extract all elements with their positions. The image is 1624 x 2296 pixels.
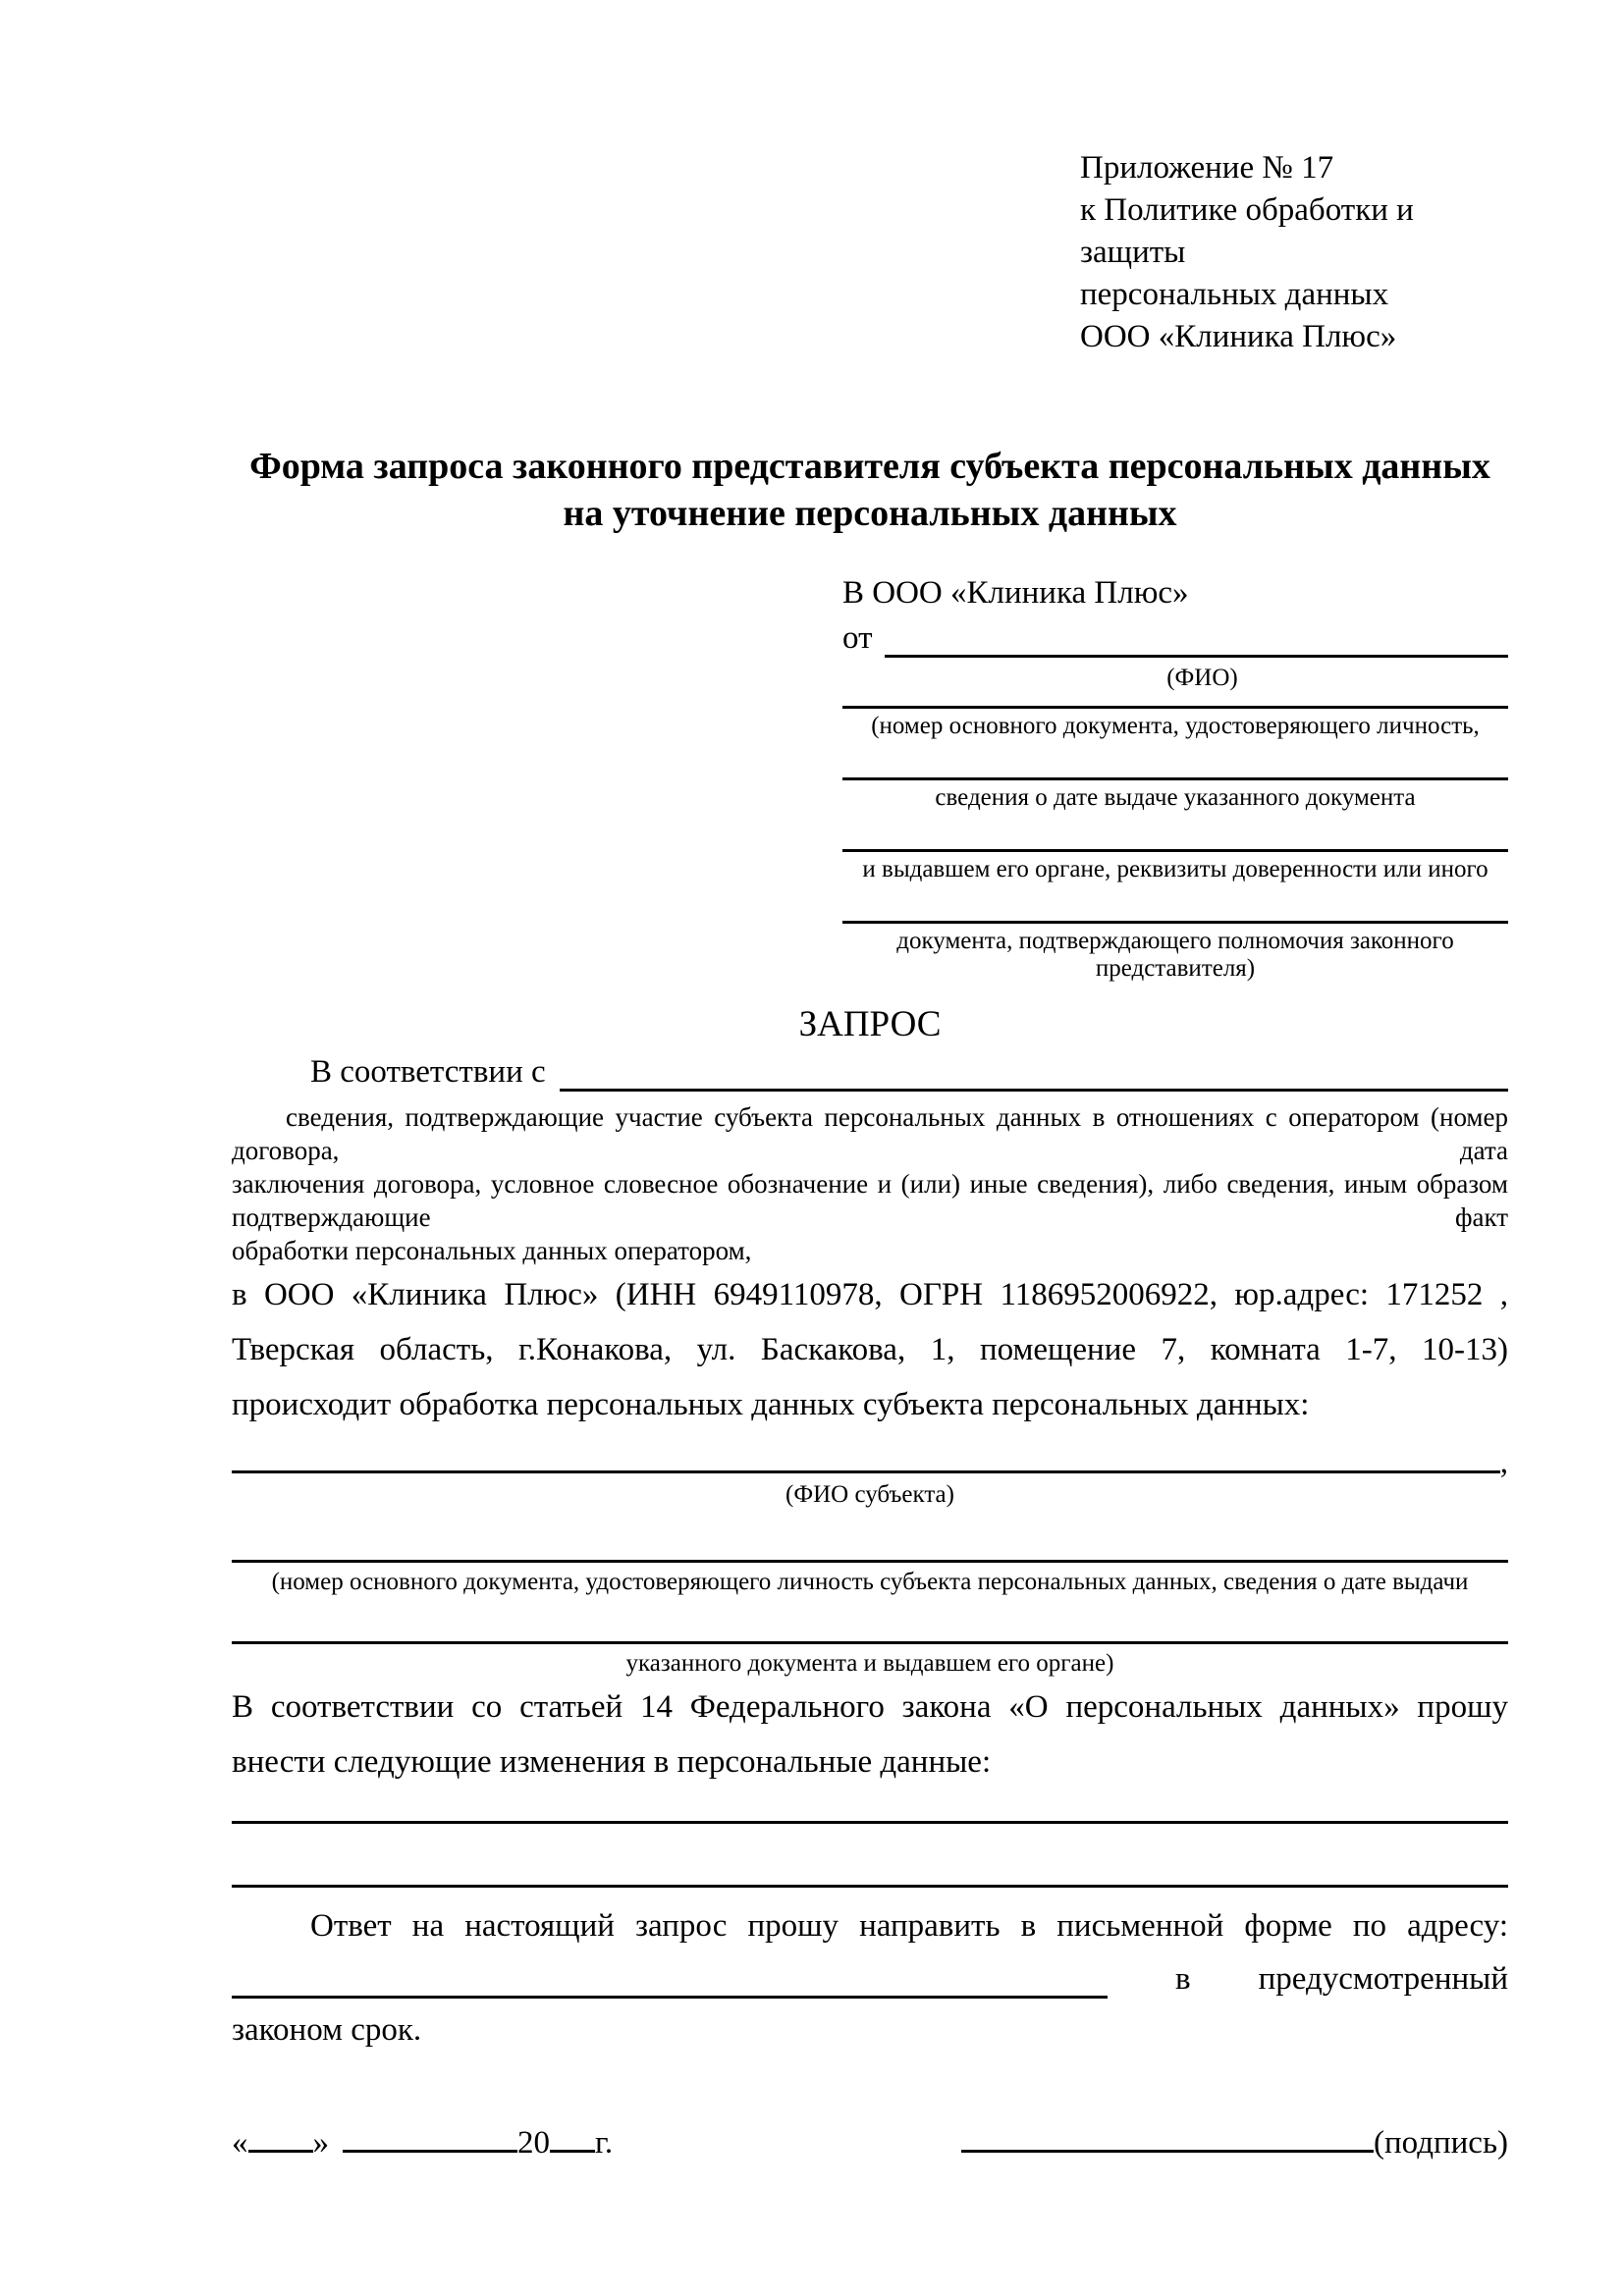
year-prefix: 20: [517, 2125, 550, 2161]
year-suffix: г.: [595, 2125, 614, 2161]
appendix-note: [1080, 147, 1508, 358]
intro-row: [232, 1049, 1508, 1096]
subject-doc-caption: (номер основного документа, удостоверяющего личность субъекта персональных данных, сведения о дате выдачи: [271, 1569, 1469, 1595]
blank-line: [842, 921, 1508, 924]
statement-line: В соответствии со статьей 14 Федерального закона «О персональных данных» прошу: [232, 1689, 1508, 1725]
answer-address-row: [232, 1952, 1508, 2003]
footnote-line: сведения, подтверждающие участие субъекта персональных данных в отношениях с оператором (номер договора, дата: [232, 1102, 1508, 1165]
representative-doc-blank: [842, 849, 1508, 883]
day-blank-line: [248, 2150, 313, 2153]
footnote-line: заключения договора, условное словесное обозначение и (или) иные сведения), либо сведения, иным образом подтверждающие факт: [232, 1169, 1508, 1232]
representative-doc-blank: [842, 777, 1508, 812]
statement-line: внести следующие изменения в персональные данные:: [232, 1744, 992, 1780]
blank-caption: документа, подтверждающего полномочия законного представителя): [896, 928, 1454, 982]
representative-doc-blank: [842, 921, 1508, 983]
representative-doc-blank: [842, 706, 1508, 740]
blank-line: [842, 706, 1508, 709]
blank-caption: сведения о дате выдаче указанного документа: [935, 784, 1416, 811]
fio-blank-line: [885, 655, 1509, 658]
address-blank-line: [232, 1996, 1108, 1999]
changes-blank-line: [232, 1821, 1508, 1824]
form-title: [232, 443, 1508, 537]
addressee-org: В ООО «Клиника Плюс»: [842, 575, 1189, 611]
footnote-line: обработки персональных данных оператором,: [232, 1236, 752, 1265]
blank-caption: (номер основного документа, удостоверяющего личность,: [871, 713, 1480, 739]
close-quote: »: [312, 2125, 329, 2161]
from-row: [842, 615, 1508, 663]
subject-doc-blank-line: [232, 1641, 1508, 1644]
operator-line: в ООО «Клиника Плюс» (ИНН 6949110978, ОГРН 1186952006922, юр.адрес: 171252 ,: [232, 1277, 1508, 1312]
addressee-block: [842, 570, 1508, 983]
subject-fio-blank-line: [232, 1470, 1500, 1473]
intro-label: В соответствии с: [310, 1054, 546, 1091]
appendix-note-line: персональных данных: [1080, 277, 1389, 312]
operator-line: происходит обработка персональных данных субъекта персональных данных:: [232, 1387, 1310, 1422]
footnote: [232, 1100, 1508, 1267]
operator-line: Тверская область, г.Конакова, ул. Баскакова, 1, помещение 7, комната 1-7, 10-13): [232, 1332, 1508, 1367]
subject-fio-caption: (ФИО субъекта): [785, 1481, 954, 1508]
month-blank-line: [343, 2150, 517, 2153]
intro-blank-line: [560, 1089, 1508, 1092]
fio-caption: (ФИО): [1166, 665, 1238, 691]
signature-field: [961, 2119, 1508, 2166]
statement-paragraph: [232, 1680, 1508, 1789]
blank-line: [842, 777, 1508, 780]
appendix-note-line: ООО «Клиника Плюс»: [1080, 319, 1397, 354]
answer-word: в: [1175, 1961, 1191, 1998]
answer-line3: законом срок.: [232, 2012, 422, 2048]
form-title-line: на уточнение персональных данных: [563, 493, 1177, 534]
open-quote: «: [232, 2125, 248, 2161]
changes-blank-line: [232, 1885, 1508, 1888]
answer-word: предусмотренный: [1258, 1961, 1508, 1998]
operator-paragraph: [232, 1267, 1508, 1432]
trailing-comma: ,: [1499, 1445, 1508, 1480]
signature-blank-line: [961, 2150, 1374, 2153]
subject-doc-caption: указанного документа и выдавшем его органе): [625, 1650, 1114, 1677]
signature-caption: (подпись): [1374, 2125, 1508, 2161]
blank-caption: и выдавшем его органе, реквизиты доверенности или иного: [862, 856, 1489, 882]
year-blank-line: [550, 2150, 595, 2153]
subject-doc-blank-line: [232, 1560, 1508, 1563]
form-title-line: Форма запроса законного представителя субъекта персональных данных: [249, 446, 1490, 487]
date-field: [232, 2119, 613, 2166]
date-signature-row: [232, 2119, 1508, 2166]
blank-line: [842, 849, 1508, 852]
subject-fio-row: [232, 1445, 1508, 1480]
appendix-note-line: к Политике обработки и защиты: [1080, 192, 1414, 270]
request-heading: ЗАПРОС: [798, 1004, 942, 1044]
appendix-note-line: Приложение № 17: [1080, 150, 1334, 186]
answer-line1: Ответ на настоящий запрос прошу направить в письменной форме по адресу:: [310, 1908, 1508, 1944]
from-label: от: [842, 620, 873, 657]
